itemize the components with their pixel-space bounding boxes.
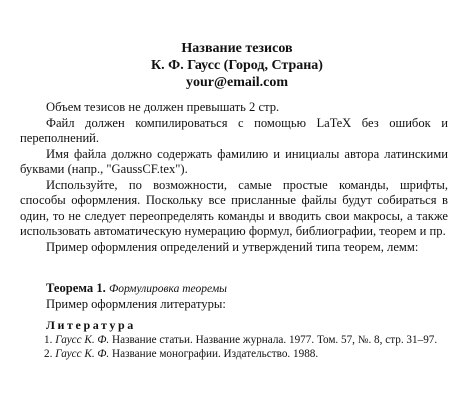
body-text	[20, 100, 448, 255]
theorem-body: Формулировка теоремы	[108, 283, 227, 295]
reference-item	[20, 347, 448, 361]
theorem-head: Теорема 1.	[46, 281, 106, 295]
reference-item	[20, 333, 448, 347]
reference-number: 2.	[44, 348, 53, 360]
paragraph-length-limit: Объем тезисов не должен превышать 2 стр.	[46, 100, 280, 114]
reference-author: Гаусс К. Ф.	[55, 334, 110, 346]
theorem-example	[46, 281, 227, 297]
paragraph-theorem-example-intro: Пример оформления определений и утверждений типа теорем, лемм:	[46, 239, 419, 254]
references-title: Литература	[46, 318, 136, 332]
references-list	[20, 333, 448, 361]
literature-example-intro: Пример оформления литературы:	[46, 297, 226, 311]
thesis-title: Название тезисов	[181, 41, 293, 56]
reference-text: Название монографии. Издательство. 1988.	[112, 348, 319, 360]
author-line: К. Ф. Гаусс (Город, Страна)	[151, 58, 323, 73]
paragraph-file-name: Имя файла должно содержать фамилию и инициалы автора латинскими буквами (напр., "GaussCF.tex").	[20, 146, 448, 176]
reference-text: Название статьи. Название журнала. 1977. Том. 57, №. 8, стр. 31–97.	[112, 334, 438, 346]
author-email: your@email.com	[185, 75, 289, 90]
reference-author: Гаусс К. Ф.	[55, 348, 110, 360]
reference-number: 1.	[44, 334, 53, 346]
paragraph-compile-requirement: Файл должен компилироваться с помощью LaTeX без ошибок и переполнений.	[20, 115, 448, 145]
document-header	[0, 40, 474, 91]
paragraph-formatting-advice: Используйте, по возможности, самые простые команды, шрифты, способы оформления. Поскольку все присланные файлы будут собираться в один, то не следует переопределять команды и вводить свои макросы, а также использовать автоматическую нумерацию формул, библиографии, теорем и пр.	[20, 177, 448, 238]
